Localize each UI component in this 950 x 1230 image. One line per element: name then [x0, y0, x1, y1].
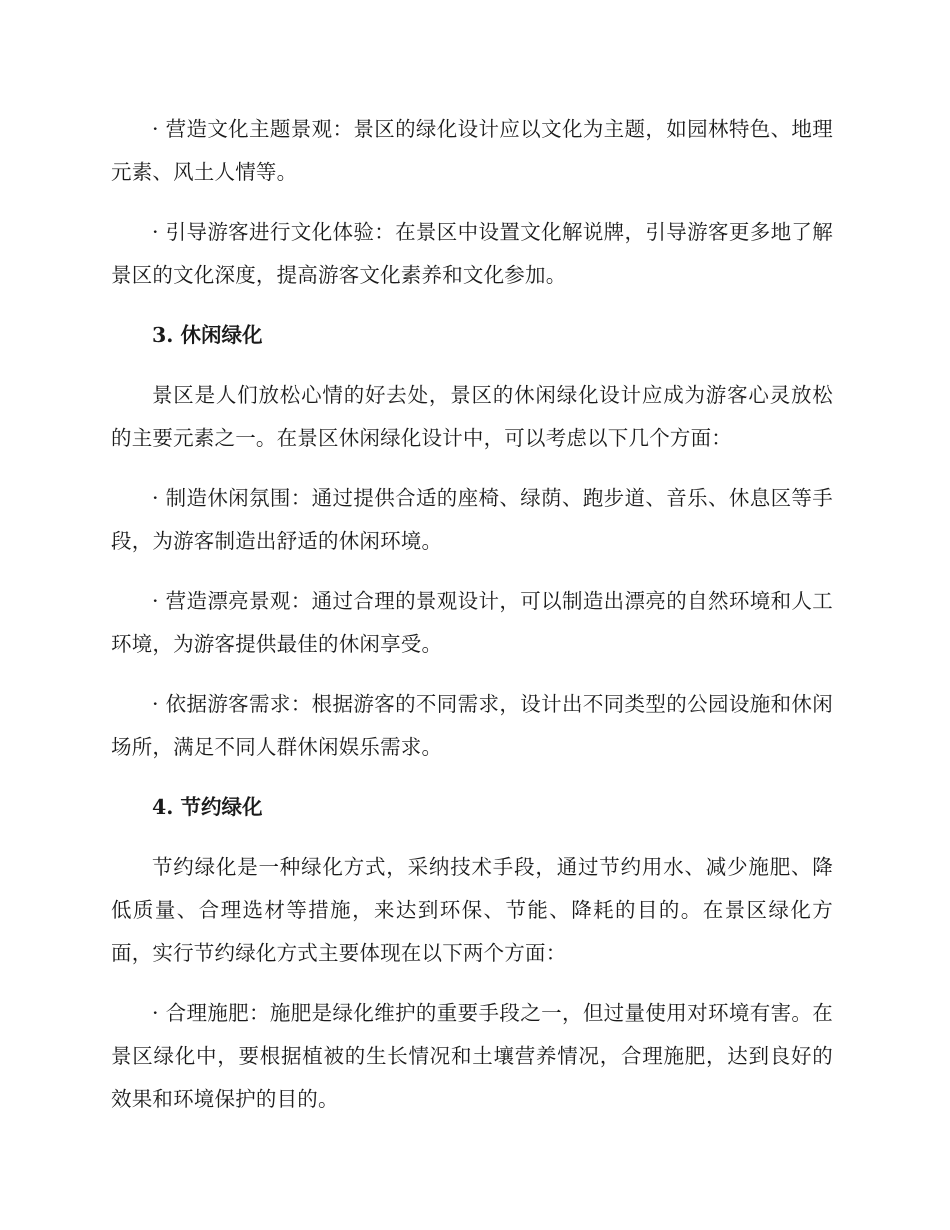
bullet-visitor-needs: · 依据游客需求：根据游客的不同需求，设计出不同类型的公园设施和休闲场所，满足不同人群休闲娱乐需求。: [111, 692, 833, 759]
economical-greening-intro: 节约绿化是一种绿化方式，采纳技术手段，通过节约用水、减少施肥、降低质量、合理选材等措施，来达到环保、节能、降耗的目的。在景区绿化方面，实行节约绿化方式主要体现在以下两个方面：: [111, 855, 833, 965]
bullet-beautiful-landscape: · 营造漂亮景观：通过合理的景观设计，可以制造出漂亮的自然环境和人工环境，为游客提供最佳的休闲享受。: [111, 589, 833, 656]
bullet-leisure-atmosphere: · 制造休闲氛围：通过提供合适的座椅、绿荫、跑步道、音乐、休息区等手段，为游客制造出舒适的休闲环境。: [111, 486, 833, 553]
leisure-greening-intro: 景区是人们放松心情的好去处，景区的休闲绿化设计应成为游客心灵放松的主要元素之一。在景区休闲绿化设计中，可以考虑以下几个方面：: [111, 383, 833, 450]
bullet-cultural-experience: · 引导游客进行文化体验：在景区中设置文化解说牌，引导游客更多地了解景区的文化深度，提高游客文化素养和文化参加。: [111, 220, 833, 287]
section-heading-economical-greening: 4. 节约绿化: [152, 795, 263, 819]
section-heading-leisure-greening: 3. 休闲绿化: [152, 323, 263, 347]
document-page: [111, 108, 833, 1138]
bullet-cultural-theme-landscape: · 营造文化主题景观：景区的绿化设计应以文化为主题，如园林特色、地理元素、风土人情等。: [111, 117, 833, 184]
bullet-reasonable-fertilization: · 合理施肥：施肥是绿化维护的重要手段之一，但过量使用对环境有害。在景区绿化中，要根据植被的生长情况和土壤营养情况，合理施肥，达到良好的效果和环境保护的目的。: [111, 1001, 833, 1111]
